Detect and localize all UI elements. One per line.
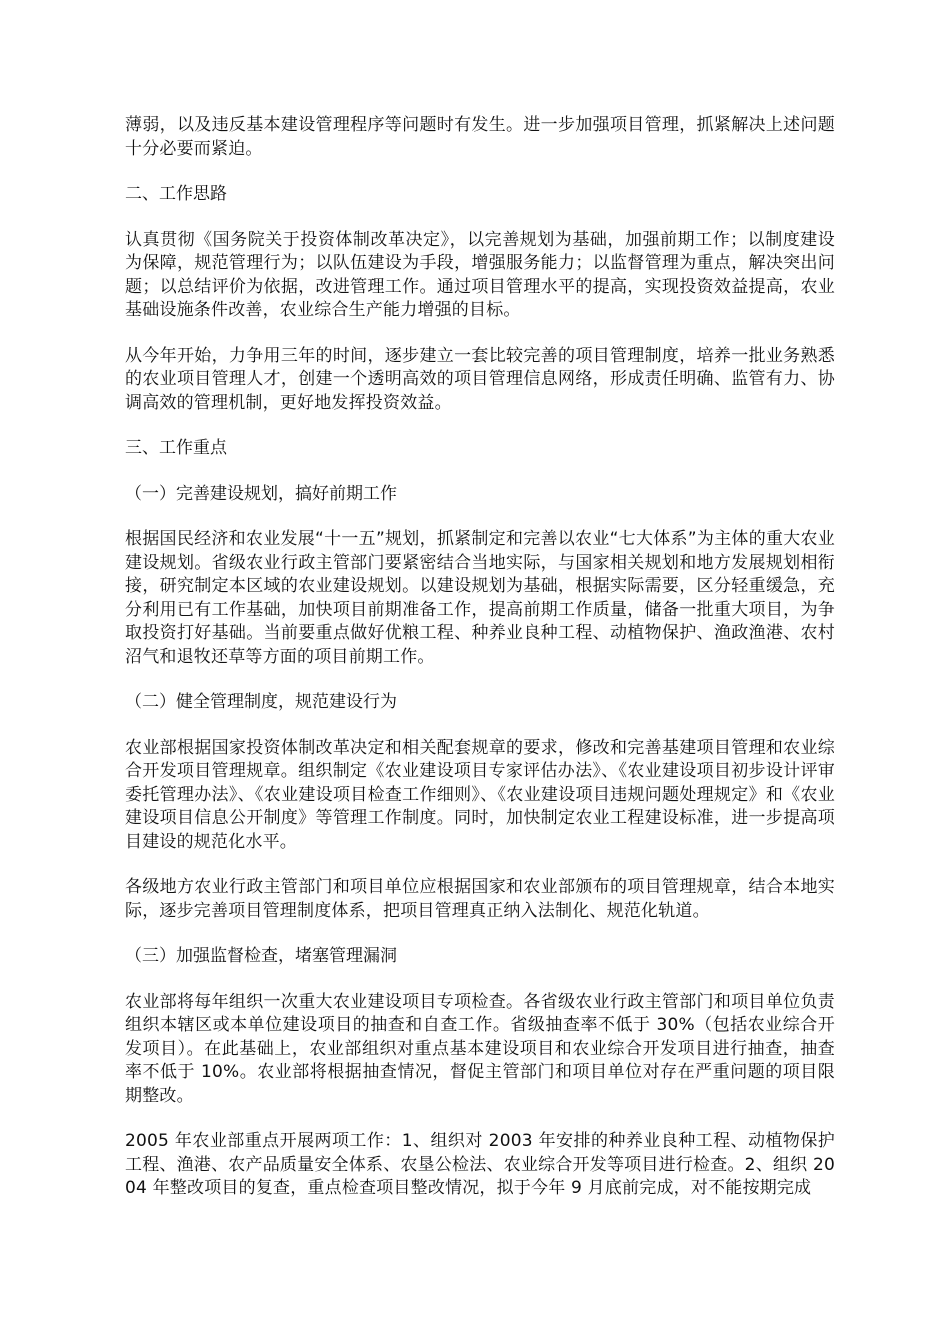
subsection-heading-management-system: （二）健全管理制度，规范建设行为 <box>125 692 397 712</box>
paragraph-management-system: 农业部根据国家投资体制改革决定和相关配套规章的要求，修改和完善基建项目管理和农业综合开发项目管理规章。组织制定《农业建设项目专家评估办法》、《农业建设项目初步设计评审委托管理办法》、《农业建设项目检查工作细则》、《农业建设项目违规问题处理规定》和《农业建设项目信息公开制度》等管理工作制度。同时，加快制定农业工程建设标准，进一步提高项目建设的规范化水平。 <box>125 737 835 852</box>
paragraph-three-year-goal: 从今年开始，力争用三年的时间，逐步建立一套比较完善的项目管理制度，培养一批业务熟悉的农业项目管理人才，创建一个透明高效的项目管理信息网络，形成责任明确、监管有力、协调高效的管理机制，更好地发挥投资效益。 <box>125 345 835 413</box>
paragraph-work-ideas: 认真贯彻《国务院关于投资体制改革决定》，以完善规划为基础，加强前期工作；以制度建设为保障，规范管理行为；以队伍建设为手段，增强服务能力；以监督管理为重点，解决突出问题；以总结评价为依据，改进管理工作。通过项目管理水平的提高，实现投资效益提高，农业基础设施条件改善，农业综合生产能力增强的目标。 <box>125 229 835 320</box>
paragraph-local-departments: 各级地方农业行政主管部门和项目单位应根据国家和农业部颁布的项目管理规章，结合本地实际，逐步完善项目管理制度体系，把项目管理真正纳入法制化、规范化轨道。 <box>125 877 835 921</box>
paragraph-intro-continued: 薄弱，以及违反基本建设管理程序等问题时有发生。进一步加强项目管理，抓紧解决上述问题十分必要而紧迫。 <box>125 115 835 159</box>
section-heading-work-focus: 三、工作重点 <box>125 438 227 458</box>
paragraph-supervision: 农业部将每年组织一次重大农业建设项目专项检查。各省级农业行政主管部门和项目单位负责组织本辖区或本单位建设项目的抽查和自查工作。省级抽查率不低于 30%（包括农业综合开发项目）。在此基础上，农业部组织对重点基本建设项目和农业综合开发项目进行抽查，抽查率不低于 10%。农业部将根据抽查情况，督促主管部门和项目单位对存在严重问题的项目限期整改。 <box>125 991 835 1106</box>
paragraph-2005-work: 2005 年农业部重点开展两项工作：1、组织对 2003 年安排的种养业良种工程、动植物保护工程、渔港、农产品质量安全体系、农垦公检法、农业综合开发等项目进行检查。2、组织 2004 年整改项目的复查，重点检查项目整改情况，拟于今年 9 月底前完成，对不能按期完成 <box>125 1131 835 1198</box>
document-page <box>125 114 835 1201</box>
subsection-heading-planning: （一）完善建设规划，搞好前期工作 <box>125 483 397 504</box>
paragraph-planning: 根据国民经济和农业发展“十一五”规划，抓紧制定和完善以农业“七大体系”为主体的重大农业建设规划。省级农业行政主管部门要紧密结合当地实际，与国家相关规划和地方发展规划相衔接，研究制定本区域的农业建设规划。以建设规划为基础，根据实际需要，区分轻重缓急，充分利用已有工作基础，加快项目前期准备工作，提高前期工作质量，储备一批重大项目，为争取投资打好基础。当前要重点做好优粮工程、种养业良种工程、动植物保护、渔政渔港、农村沼气和退牧还草等方面的项目前期工作。 <box>125 529 835 667</box>
subsection-heading-supervision: （三）加强监督检查，堵塞管理漏洞 <box>125 946 397 966</box>
section-heading-work-ideas: 二、工作思路 <box>125 184 227 204</box>
